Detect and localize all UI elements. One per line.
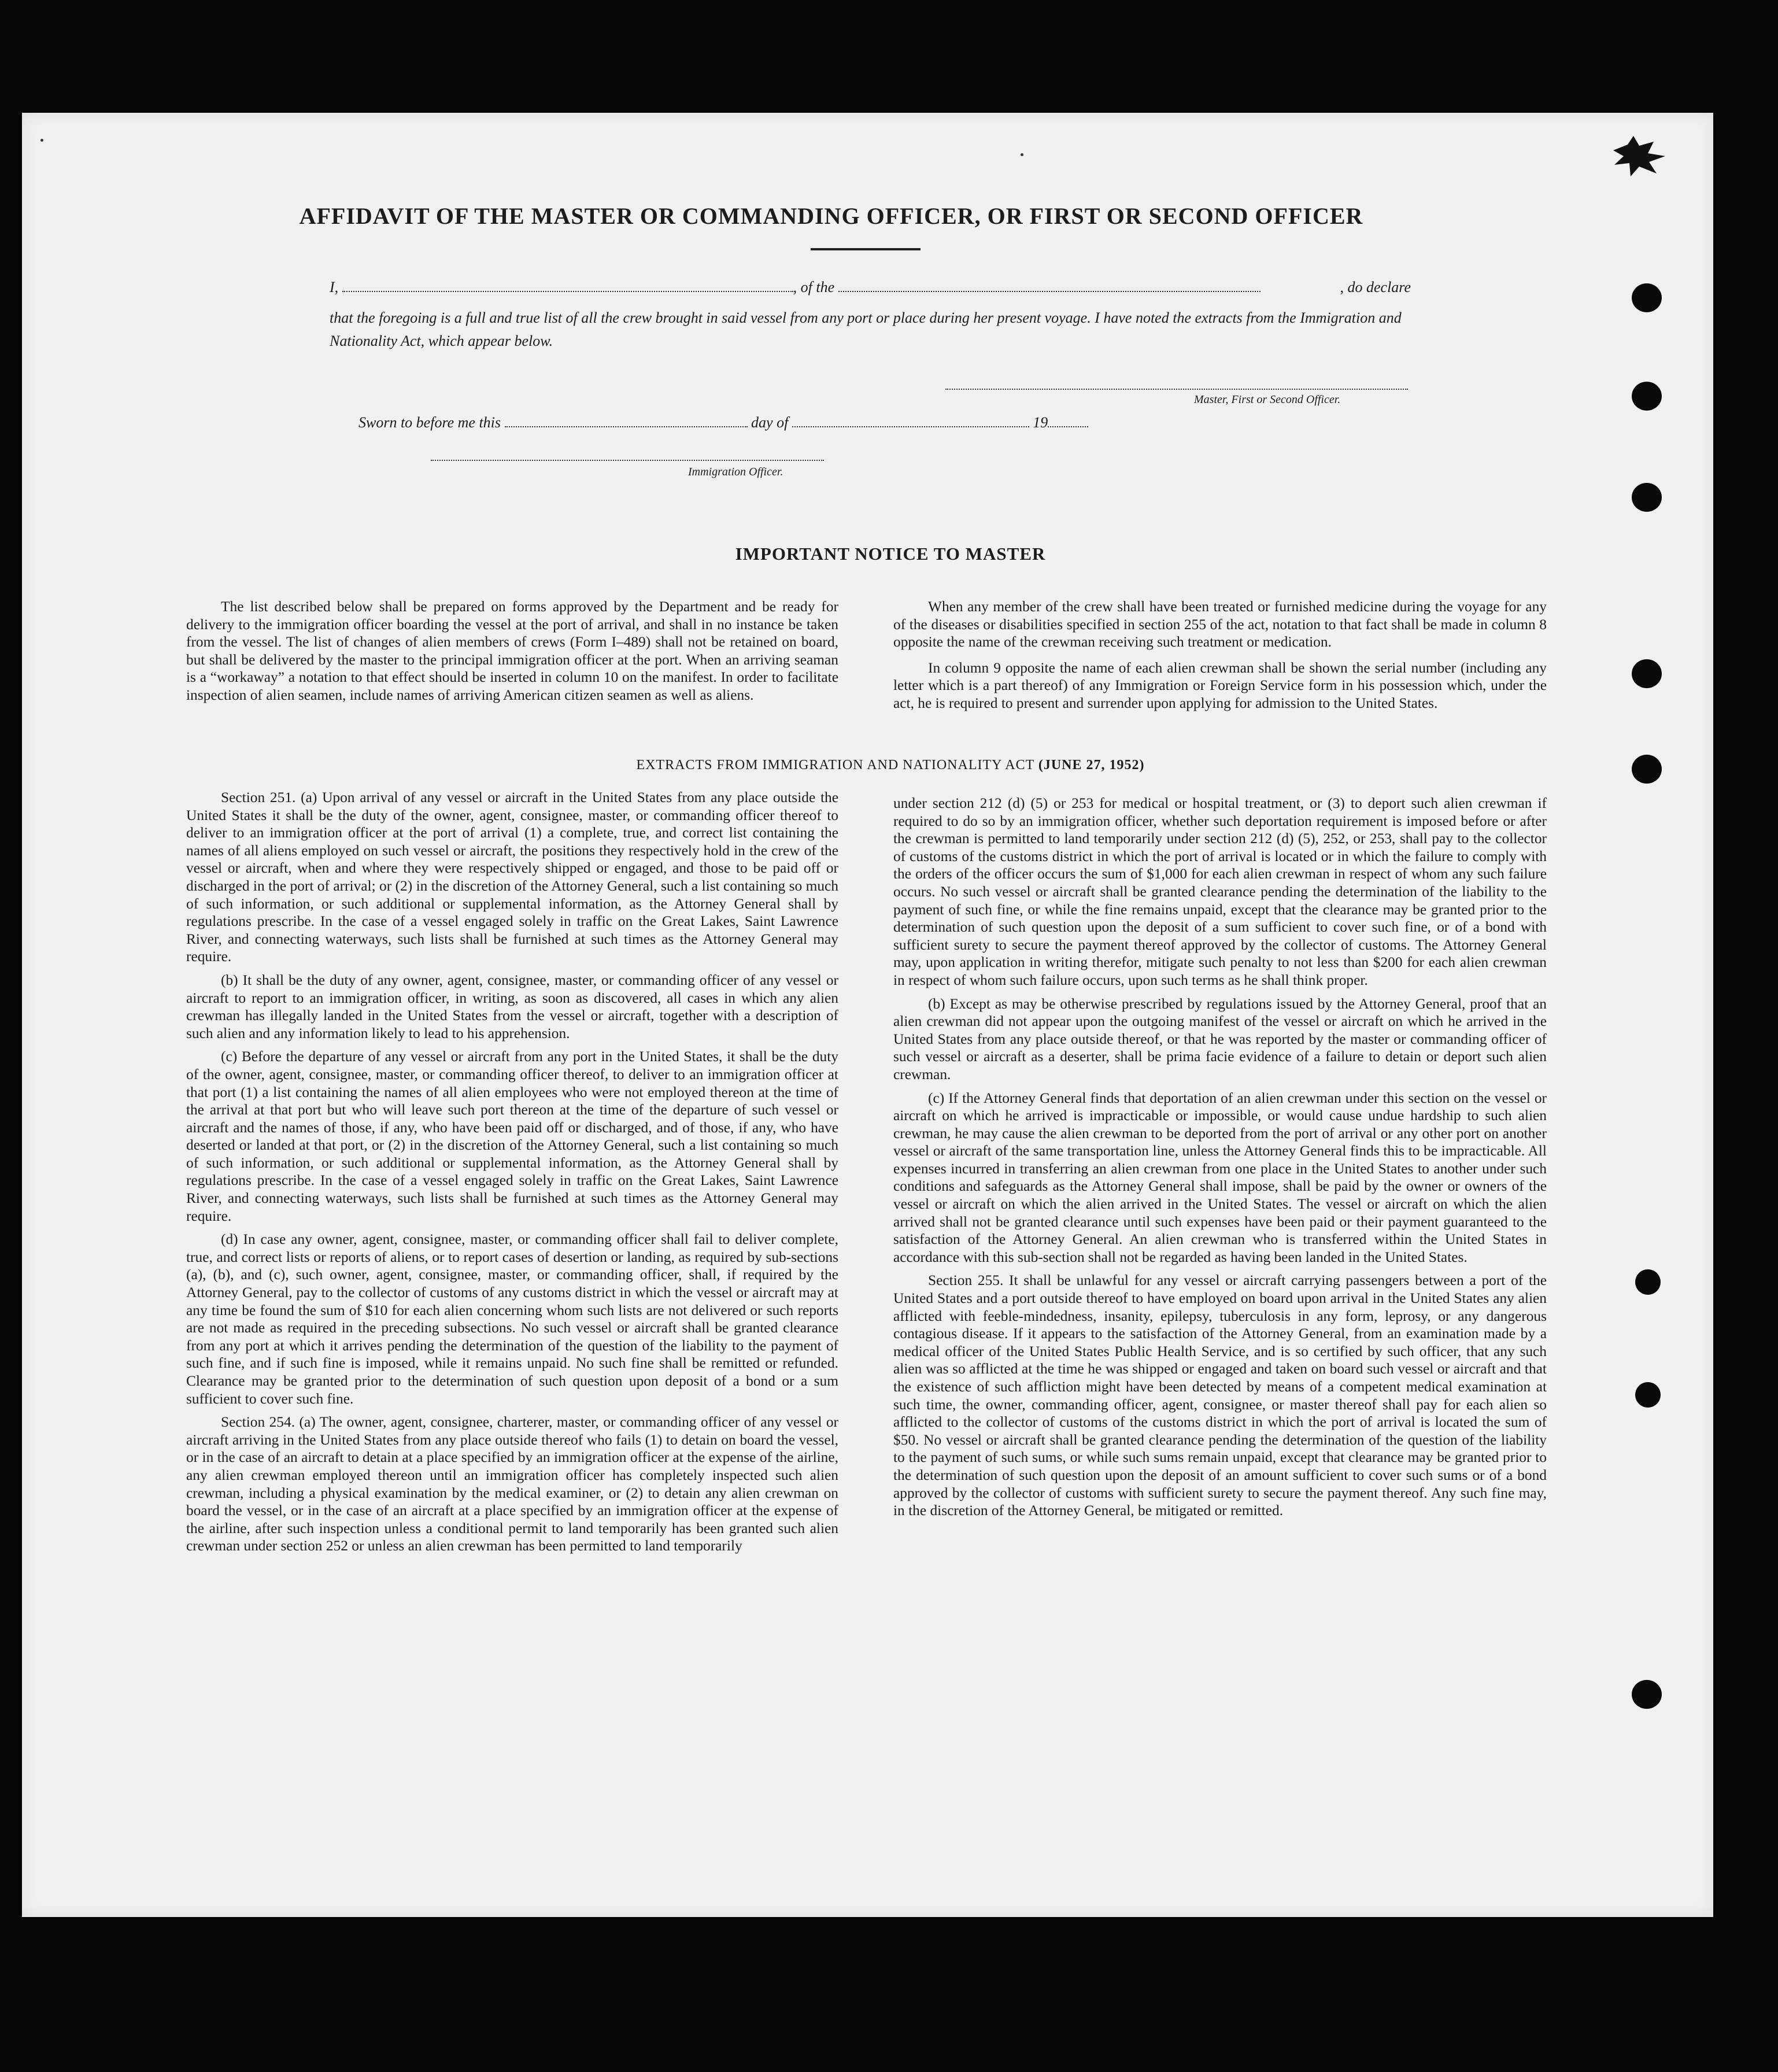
punch-hole xyxy=(1632,755,1662,784)
sworn-label: Sworn to before me this xyxy=(358,414,501,431)
extracts-heading: EXTRACTS FROM IMMIGRATION AND NATIONALITY ACT xyxy=(636,758,1034,773)
declaration-text: that the foregoing is a full and true list of all the crew brought in said vessel from any port or place during her present voyage. I have noted the extracts from the Immigration and Nationality Act, which appear below. xyxy=(330,309,1402,349)
punch-hole xyxy=(1632,1680,1662,1709)
act-paragraph: Section 255. It shall be unlawful for any vessel or aircraft carrying passengers between a port of the United States and a port outside thereof to have employed on board upon arrival in the United States any alien afflicted with feeble-mindedness, insanity, epilepsy, tuberculosis in any form, leprosy, or any dangerous contagious disease. If it appears to the satisfaction of the Attorney General, from an examination made by a medical officer of the United States Public Health Service, and is so certified by such officer, that any such alien was so afflicted at the time he was shipped or engaged and taken on board such vessel or aircraft and that the existence of such affliction might have been detected by means of a competent medical examination at such time, the owner, commanding officer, agent, consignee, or master thereof shall pay for each alien so afflicted to the collector of customs of the customs district in which the port of arrival is located the sum of $50. No vessel or aircraft shall be granted clearance pending the determination of the question of the liability to the payment of such sums, or while such sums remain unpaid, except that clearance may be granted prior to the determination of such question upon the deposit of an amount sufficient to cover such sums or of a bond approved by the collector of customs with sufficient surety to secure the payment thereof. Any such fine may, in the discretion of the Attorney General, be mitigated or remitted. xyxy=(893,1272,1547,1519)
act-paragraph: (b) It shall be the duty of any owner, agent, consignee, master, or commanding officer of any vessel or aircraft to report to an immigration officer, in writing, as soon as discovered, all cases in which any alien crewman has illegally landed in the United States from the vessel or aircraft, together with a description of such alien and any information likely to lead to his apprehension. xyxy=(186,972,838,1041)
do-declare-label: , do declare xyxy=(1340,279,1411,296)
notice-title: IMPORTANT NOTICE TO MASTER xyxy=(735,544,1046,564)
title-rule xyxy=(811,248,921,250)
sworn-year-field[interactable] xyxy=(1048,416,1088,427)
act-paragraph: Section 251. (a) Upon arrival of any vessel or aircraft in the United States from any place outside the United States it shall be the duty of the owner, agent, consignee, master, or commanding officer thereof to deliver to an immigration officer at the port of arrival (1) a complete, true, and correct list containing the names of all aliens employed on such vessel or aircraft, the positions they respectively hold in the crew of the vessel or aircraft, when and where they were respectively shipped or engaged, and those to be paid off or discharged in the port of arrival; or (2) in the discretion of the Attorney General, such a list containing so much of such information, or such additional or supplemental information, as the Attorney General shall by regulations prescribe. In the case of a vessel engaged solely in traffic on the Great Lakes, Saint Lawrence River, and connecting waterways, such lists shall be furnished at such times as the Attorney General may require. xyxy=(186,789,838,965)
act-paragraph: under section 212 (d) (5) or 253 for medical or hospital treatment, or (3) to deport such alien crewman if required to do so by an immigration officer, whether such deportation requirement is imposed before or after the crewman is permitted to land temporarily under section 212 (d) (5), 252, or 253, shall pay to the collector of customs of the customs district in which the port of arrival is located or in which the failure to comply with the orders of the officer occurs the sum of $1,000 for each alien crewman in respect of whom any such failure occurs. No such vessel or aircraft shall be granted clearance pending the determination of the liability to the payment of such fine, or while the fine remains unpaid, except that the clearance may be granted prior to the determination of such question upon the deposit of a sum sufficient to cover such fine, or of a bond with sufficient surety to secure the payment thereof approved by the collector of customs. The Attorney General may, upon application in writing therefor, mitigate such penalty to not less than $200 for each alien crewman in respect of whom such failure occurs, upon such terms as he shall think proper. xyxy=(893,795,1547,988)
sworn-month-field[interactable] xyxy=(792,416,1029,427)
vessel-field[interactable] xyxy=(838,280,1261,292)
master-signature-line[interactable] xyxy=(945,389,1408,390)
immigration-officer-signature-line[interactable] xyxy=(431,460,824,461)
sworn-day-field[interactable] xyxy=(505,416,748,427)
notice-right-paragraph: When any member of the crew shall have been treated or furnished medicine during the voyage for any of the diseases or disabilities specified in section 255 of the act, notation to that fact shall be made in column 8 opposite the name of the crewman receiving such treatment or medication. xyxy=(893,599,1547,651)
act-paragraph: (d) In case any owner, agent, consignee, master, or commanding officer shall fail to deliver complete, true, and correct lists or reports of aliens, or to report cases of desertion or landing, as required by sub-sections (a), (b), and (c), such owner, agent, consignee, master, or commanding officer, shall, if required by the Attorney General, pay to the collector of customs of any customs district in which the vessel or aircraft may at any time be found the sum of $10 for each alien concerning whom such lists are not delivered or such reports are not made as required in the preceding subsections. No such vessel or aircraft shall be granted clearance from any port at which it arrives pending the determination of the question of the liability to the payment of such fine, and if such fine is imposed, while it remains unpaid. No such fine shall be remitted or refunded. Clearance may be granted prior to the determination of such question upon deposit of a bond or a sum sufficient to cover such fine. xyxy=(186,1231,838,1407)
sworn-line xyxy=(358,415,1168,430)
speck xyxy=(1021,153,1023,156)
ink-blot-mark xyxy=(1607,133,1671,179)
of-the-label: , of the xyxy=(793,279,835,296)
punch-hole xyxy=(1632,659,1662,688)
punch-hole xyxy=(1632,283,1662,312)
affidavit-title: AFFIDAVIT OF THE MASTER OR COMMANDING OFFICER, OR FIRST OR SECOND OFFICER xyxy=(299,203,1363,229)
extracts-left-column xyxy=(186,789,838,1561)
i-label: I, xyxy=(330,279,339,296)
act-paragraph: (c) Before the departure of any vessel or aircraft from any port in the United States, it shall be the duty of the owner, agent, consignee, master, or commanding officer thereof, to deliver to an immigration officer at that port (1) a list containing the names of all alien employees who were not employed thereon at the time of the arrival at that port but who will leave such port thereon at the time of the departure of such vessel or aircraft and the names of those, if any, who have been paid off or discharged, and of those, if any, who have deserted or landed at that port, or (2) in the discretion of the Attorney General, such a list containing so much of such information, or such additional or supplemental information, as the Attorney General shall by regulations prescribe. In the case of a vessel engaged solely in traffic on the Great Lakes, Saint Lawrence River, and connecting waterways, such lists shall be furnished at such times as the Attorney General may require. xyxy=(186,1048,838,1224)
day-of-label: day of xyxy=(751,414,789,431)
act-paragraph: Section 254. (a) The owner, agent, consignee, charterer, master, or commanding officer of any vessel or aircraft arriving in the United States from any place outside thereof who fails (1) to detain on board the vessel, or in the case of an aircraft to detain at a place specified by an immigration officer at the expense of the airline, any alien crewman employed thereon until an immigration officer has completely inspected such alien crewman, including a physical examination by the medical examiner, or (2) to detain any alien crewman on board the vessel, or in the case of an aircraft at a place specified by an immigration officer at the expense of the airline, after such inspection unless a conditional permit to land temporarily has been granted such alien crewman under section 252 or unless an alien crewman has been permitted to land temporarily xyxy=(186,1414,838,1554)
extracts-right-column xyxy=(893,795,1547,1526)
extracts-date: (JUNE 27, 1952) xyxy=(1038,758,1145,773)
punch-hole xyxy=(1635,1269,1661,1295)
act-paragraph: (b) Except as may be otherwise prescribed by regulations issued by the Attorney General, proof that an alien crewman did not appear upon the outgoing manifest of the vessel or aircraft on which he arrived in the United States from any place outside thereof, or that he was reported by the master or commanding officer of such vessel or aircraft as a deserter, shall be prima facie evidence of a failure to detain or deport such alien crewman. xyxy=(893,995,1547,1083)
master-caption: Master, First or Second Officer. xyxy=(1194,393,1341,406)
extracts-title xyxy=(520,758,1261,773)
speck xyxy=(40,139,43,142)
notice-left-paragraph: The list described below shall be prepared on forms approved by the Department and be ready for delivery to the immigration officer boarding the vessel at the port of arrival, and shall in no instance be taken from the vessel. The list of changes of alien members of crews (Form I–489) shall not be retained on board, but shall be delivered by the master to the principal immigration officer at the port. When an arriving seaman is a “workaway” a notation to that effect should be inserted in column 10 on the manifest. In order to facilitate inspection of alien seamen, include names of arriving American citizen seamen as well as aliens. xyxy=(186,599,838,703)
declaration-line xyxy=(330,280,1411,295)
year-label: 19 xyxy=(1033,414,1048,431)
notice-right-paragraph: In column 9 opposite the name of each alien crewman shall be shown the serial number (including any letter which is a part thereof) of any Immigration or Foreign Service form in his possession which, under the act, he is required to present and surrender upon applying for admission to the United States. xyxy=(893,659,1547,711)
punch-hole xyxy=(1635,1382,1661,1408)
notice-right-column xyxy=(893,598,1547,718)
punch-hole xyxy=(1632,483,1662,512)
name-field[interactable] xyxy=(342,280,793,292)
act-paragraph: (c) If the Attorney General finds that deportation of an alien crewman under this section on the vessel or aircraft on which he arrived is impracticable or impossible, or would cause undue hardship to such alien crewman, he may cause the alien crewman to be deported from the port of arrival or any other port on another vessel or aircraft of the same transportation line, unless the Attorney General finds this to be impracticable. All expenses incurred in transferring an alien crewman from one place in the United States to another under such conditions and safeguards as the Attorney General shall impose, shall be paid by the owner or owners of the vessel or aircraft on which the alien arrived in the United States. The vessel or aircraft on which the alien arrived shall not be granted clearance until such expenses have been paid or their payment guaranteed to the satisfaction of the Attorney General. An alien crewman who is transferred within the United States in accordance with this sub-section shall not be regarded as having been landed in the United States. xyxy=(893,1089,1547,1265)
notice-left-column xyxy=(186,598,838,710)
immigration-officer-caption: Immigration Officer. xyxy=(688,466,783,478)
punch-hole xyxy=(1632,382,1662,411)
